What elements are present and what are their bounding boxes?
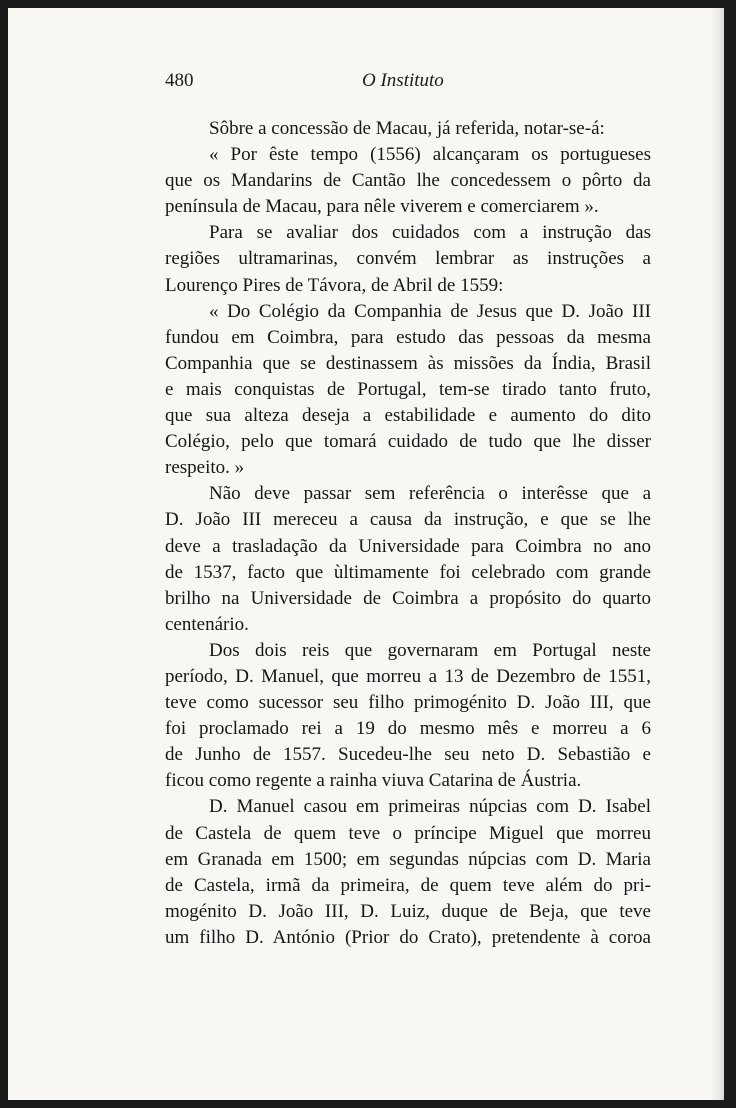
text-line: península de Macau, para nêle viverem e comerciarem ». [165,196,599,218]
text-line: mogénito D. João III, D. Luiz, duque de Beja, que teve [165,900,651,922]
text-line: D. Manuel casou em primeiras núpcias com D. Isabel [209,796,651,818]
paragraph [165,116,651,142]
text-line: de Castela, irmã da primeira, de quem teve além do pri- [165,874,651,896]
text-line: brilho na Universidade de Coimbra a propósito do quarto [165,587,651,609]
paragraph [165,299,651,482]
text-line: que sua alteza deseja a estabilidade e aumento do dito [165,405,651,427]
text-line: de Junho de 1557. Sucedeu-lhe seu neto D. Sebastião e [165,744,651,766]
paragraph [165,481,651,638]
text-line: que os Mandarins de Cantão lhe concedessem o pôrto da [165,170,651,192]
text-line: fundou em Coimbra, para estudo das pessoas da mesma [165,326,651,348]
text-line: respeito. » [165,457,245,479]
paragraph [165,794,651,951]
paragraph [165,220,651,298]
text-line: foi proclamado rei a 19 do mesmo mês e morreu a 6 [165,718,651,740]
text-line: Não deve passar sem referência o interêsse que a [209,483,651,505]
text-line: de Castela de quem teve o príncipe Miguel que morreu [165,822,651,844]
running-header [165,70,651,96]
text-line: Sôbre a concessão de Macau, já referida, notar-se-á: [209,118,605,139]
text-line: teve como sucessor seu filho primogénito D. João III, que [165,692,651,714]
text-line: centenário. [165,613,249,635]
book-page [8,8,724,1100]
page-number: 480 [165,70,194,91]
text-line: período, D. Manuel, que morreu a 13 de Dezembro de 1551, [165,665,651,687]
paragraph [165,142,651,220]
text-line: « Do Colégio da Companhia de Jesus que D. João III [209,300,651,322]
text-line: regiões ultramarinas, convém lembrar as instruções a [165,248,651,270]
body-text [165,116,651,951]
text-line: em Granada em 1500; em segundas núpcias com D. Maria [165,848,651,870]
page-edge-shadow [710,8,724,1100]
text-line: ficou como regente a rainha viuva Catarina de Áustria. [165,770,582,792]
text-line: Dos dois reis que governaram em Portugal neste [209,639,651,661]
text-line: « Por êste tempo (1556) alcançaram os portugueses [209,144,651,166]
text-line: Companhia que se destinassem às missões da Índia, Brasil [165,352,651,374]
text-line: deve a trasladação da Universidade para Coimbra no ano [165,535,651,557]
text-line: D. João III mereceu a causa da instrução, e que se lhe [165,509,651,531]
text-line: um filho D. António (Prior do Crato), pretendente à coroa [165,926,651,948]
paragraph [165,638,651,795]
text-line: e mais conquistas de Portugal, tem-se tirado tanto fruto, [165,378,651,400]
text-line: de 1537, facto que ùltimamente foi celebrado com grande [165,561,651,583]
text-line: Lourenço Pires de Távora, de Abril de 1559: [165,274,504,296]
text-line: Para se avaliar dos cuidados com a instrução das [209,222,651,244]
running-title: O Instituto [362,70,444,91]
text-line: Colégio, pelo que tomará cuidado de tudo que lhe disser [165,431,651,453]
